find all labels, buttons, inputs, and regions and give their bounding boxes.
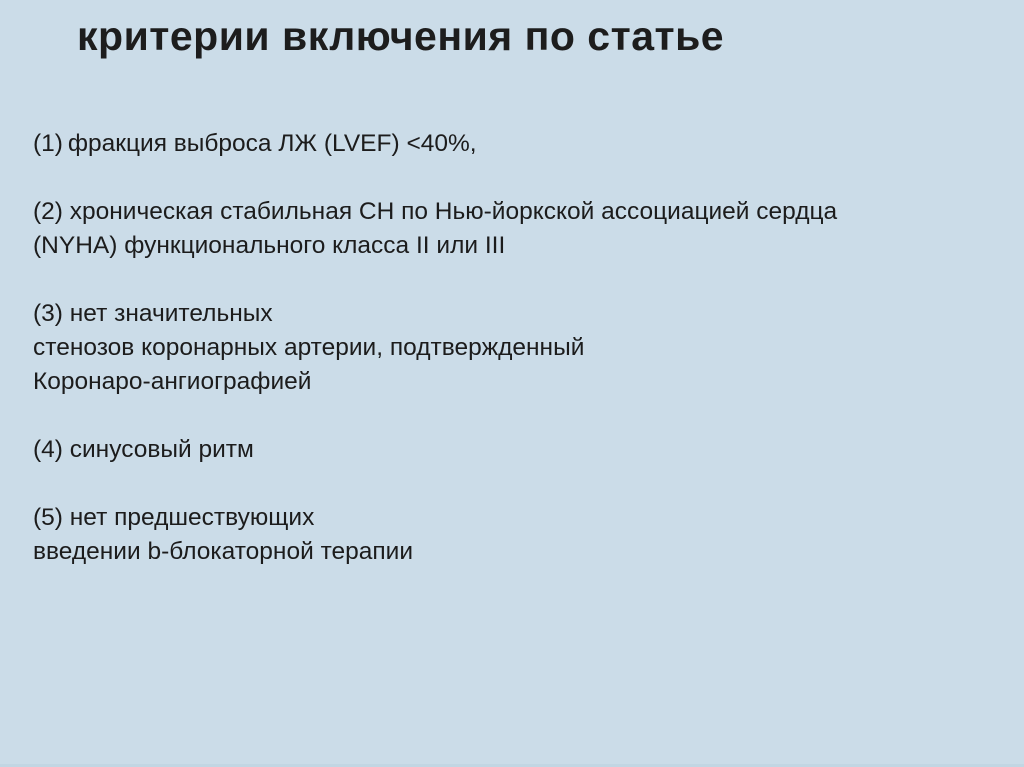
criterion-item-1 bbox=[33, 127, 1003, 161]
criterion-line: (NYHA) функционального класса II или III bbox=[33, 232, 506, 259]
criterion-line: Коронаро-ангиографией bbox=[33, 368, 312, 395]
criterion-line: введении b-блокаторной терапии bbox=[33, 538, 414, 565]
criterion-line: (5) нет предшествующих bbox=[33, 504, 315, 531]
criterion-item-4 bbox=[33, 433, 1003, 467]
criterion-item-3 bbox=[33, 297, 1003, 399]
criterion-line: (1) фракция выброса ЛЖ (LVEF) <40%, bbox=[33, 130, 477, 157]
criterion-line: (4) синусовый ритм bbox=[33, 436, 254, 463]
criterion-line: (2) хроническая стабильная СН по Нью-йоркской ассоциацией сердца bbox=[33, 198, 838, 225]
slide-title: критерии включения по статье bbox=[77, 13, 725, 59]
criterion-line: (3) нет значительных bbox=[33, 300, 273, 327]
criterion-item-2 bbox=[33, 195, 1003, 263]
criterion-item-5 bbox=[33, 501, 1003, 569]
criteria-list bbox=[33, 127, 1003, 569]
criterion-line: стенозов коронарных артерии, подтвержденный bbox=[33, 334, 585, 361]
